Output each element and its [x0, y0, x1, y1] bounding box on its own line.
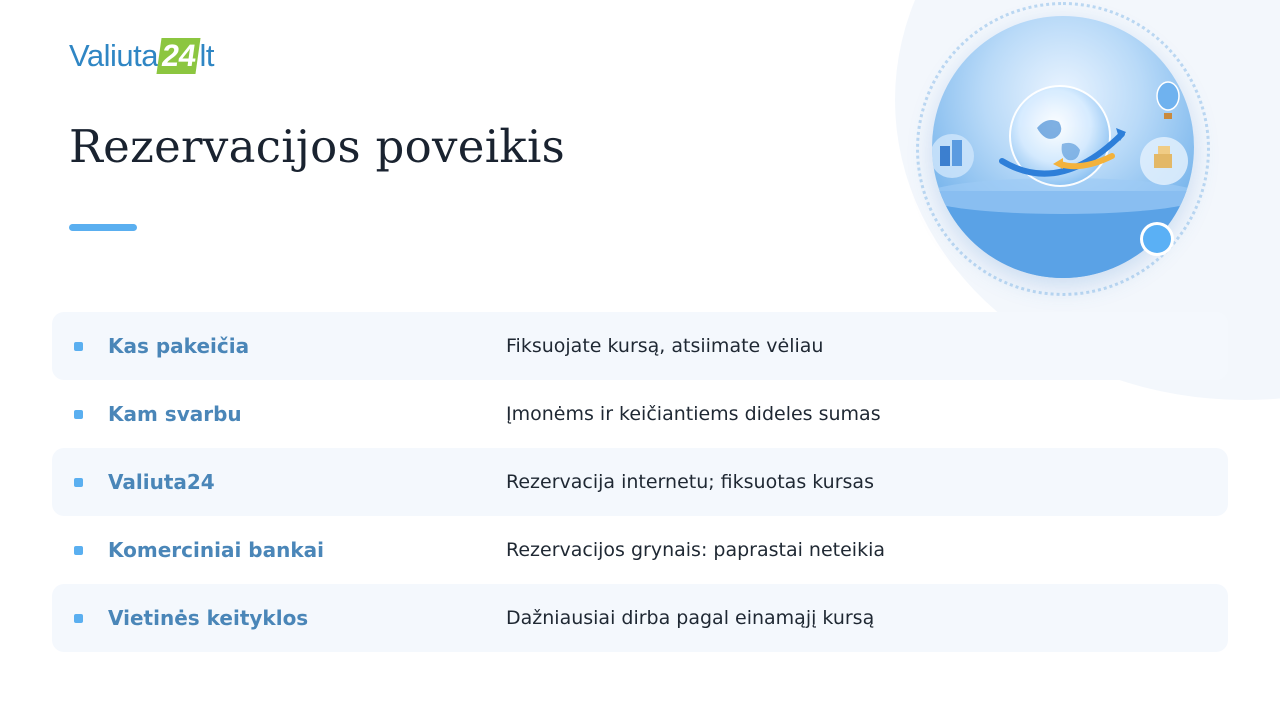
page-title: Rezervacijos poveikis — [69, 120, 566, 173]
item-value: Fiksuojate kursą, atsiimate vėliau — [506, 335, 824, 357]
item-value: Rezervacijos grynais: paprastai neteikia — [506, 539, 885, 561]
item-label: Kas pakeičia — [108, 334, 250, 358]
hot-air-balloon-icon — [1157, 82, 1179, 119]
bullet-icon — [74, 614, 83, 623]
bullet-icon — [74, 478, 83, 487]
logo-tld: lt — [199, 38, 214, 73]
title-underline — [69, 224, 137, 231]
bullet-icon — [74, 546, 83, 555]
item-label: Kam svarbu — [108, 402, 242, 426]
item-label: Valiuta24 — [108, 470, 215, 494]
item-value: Rezervacija internetu; fiksuotas kursas — [506, 471, 874, 493]
comparison-list — [52, 312, 1228, 652]
list-item — [52, 516, 1228, 584]
list-item — [52, 380, 1228, 448]
list-item — [52, 312, 1228, 380]
item-value: Įmonėms ir keičiantiems dideles sumas — [506, 403, 881, 425]
building-icon — [932, 134, 974, 178]
bullet-icon — [74, 342, 83, 351]
item-value: Dažniausiai dirba pagal einamąjį kursą — [506, 607, 875, 629]
list-item — [52, 584, 1228, 652]
list-item — [52, 448, 1228, 516]
logo-number: 24 — [156, 38, 201, 74]
item-label: Vietinės keityklos — [108, 606, 309, 630]
coin-stack-icon — [1140, 137, 1188, 185]
item-label: Komerciniai bankai — [108, 538, 324, 562]
bullet-icon — [74, 410, 83, 419]
logo-word: Valiuta — [69, 38, 158, 73]
hero-accent-dot — [1143, 225, 1171, 253]
brand-logo[interactable] — [69, 36, 214, 76]
